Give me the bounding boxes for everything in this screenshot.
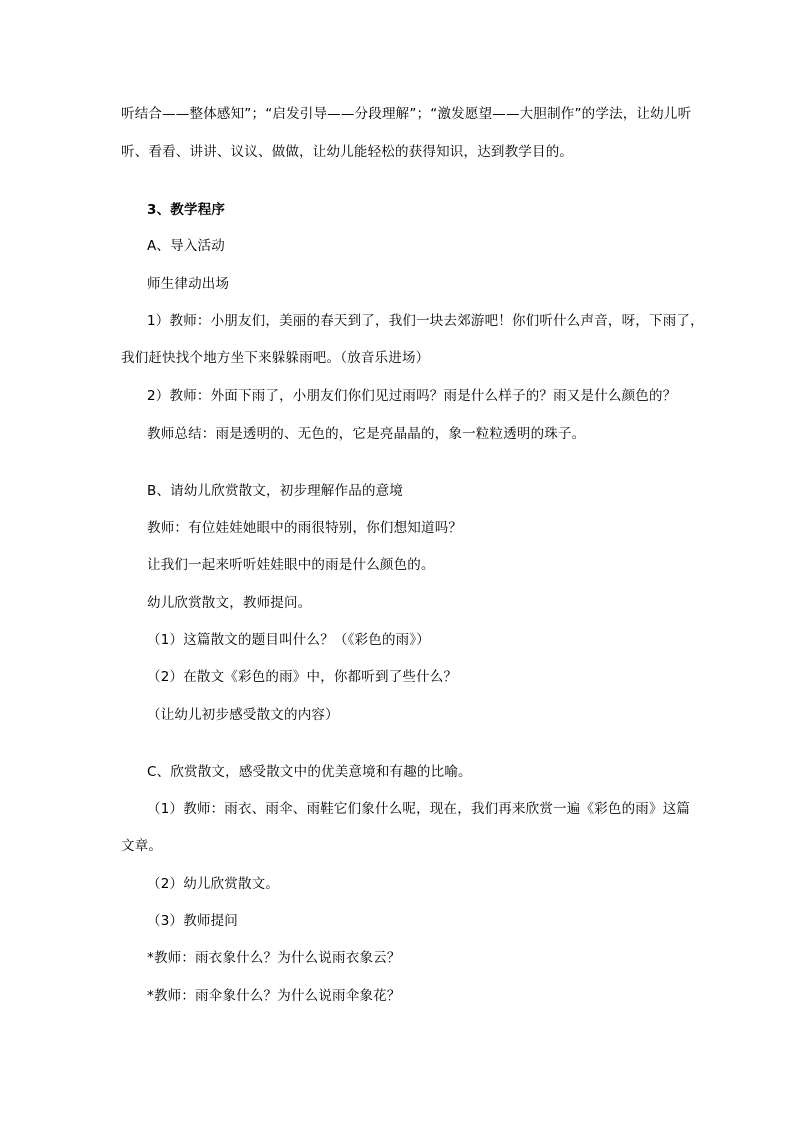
paragraph-line: 教师：有位娃娃她眼中的雨很特别，你们想知道吗？	[147, 520, 463, 536]
list-item: （1）这篇散文的题目叫什么？（《彩色的雨》）	[147, 632, 430, 648]
paragraph-line: 我们赶快找个地方坐下来躲躲雨吧。（放音乐进场）	[121, 350, 430, 366]
subsection-heading: C、欣赏散文，感受散文中的优美意境和有趣的比喻。	[147, 764, 472, 780]
subsection-heading: A、导入活动	[147, 238, 225, 254]
list-item: （3）教师提问	[147, 913, 238, 929]
paragraph-line: 让我们一起来听听娃娃眼中的雨是什么颜色的。	[147, 557, 435, 573]
subsection-heading: B、请幼儿欣赏散文，初步理解作品的意境	[147, 483, 404, 499]
paragraph-line: 师生律动出场	[147, 276, 230, 292]
list-item: *教师：雨伞象什么？为什么说雨伞象花？	[147, 988, 401, 1004]
list-item: *教师：雨衣象什么？为什么说雨衣象云？	[147, 950, 401, 966]
paragraph-line: 听结合——整体感知”；“启发引导——分段理解”；“激发愿望——大胆制作”的学法，让幼儿听	[121, 106, 692, 122]
paragraph-line: 1）教师：小朋友们，美丽的春天到了，我们一块去郊游吧！你们听什么声音，呀，下雨了，	[147, 313, 704, 329]
list-item: （2）幼儿欣赏散文。	[147, 876, 280, 892]
paragraph-line: 教师总结：雨是透明的、无色的，它是亮晶晶的，象一粒粒透明的珠子。	[147, 426, 586, 442]
list-item: （1）教师：雨衣、雨伞、雨鞋它们象什么呢，现在，我们再来欣赏一遍《彩色的雨》这篇	[147, 801, 691, 817]
paragraph-line: 2）教师：外面下雨了，小朋友们你们见过雨吗？雨是什么样子的？雨又是什么颜色的？	[147, 388, 677, 404]
paragraph-line: 幼儿欣赏散文，教师提问。	[147, 595, 312, 611]
list-item: （2）在散文《彩色的雨》中，你都听到了些什么？	[147, 669, 458, 685]
paragraph-line: 听、看看、讲讲、议议、做做，让幼儿能轻松的获得知识，达到教学目的。	[121, 144, 574, 160]
section-heading: 3、教学程序	[147, 202, 226, 218]
paragraph-line: 文章。	[121, 838, 163, 854]
paragraph-line: （让幼儿初步感受散文的内容）	[147, 707, 339, 723]
